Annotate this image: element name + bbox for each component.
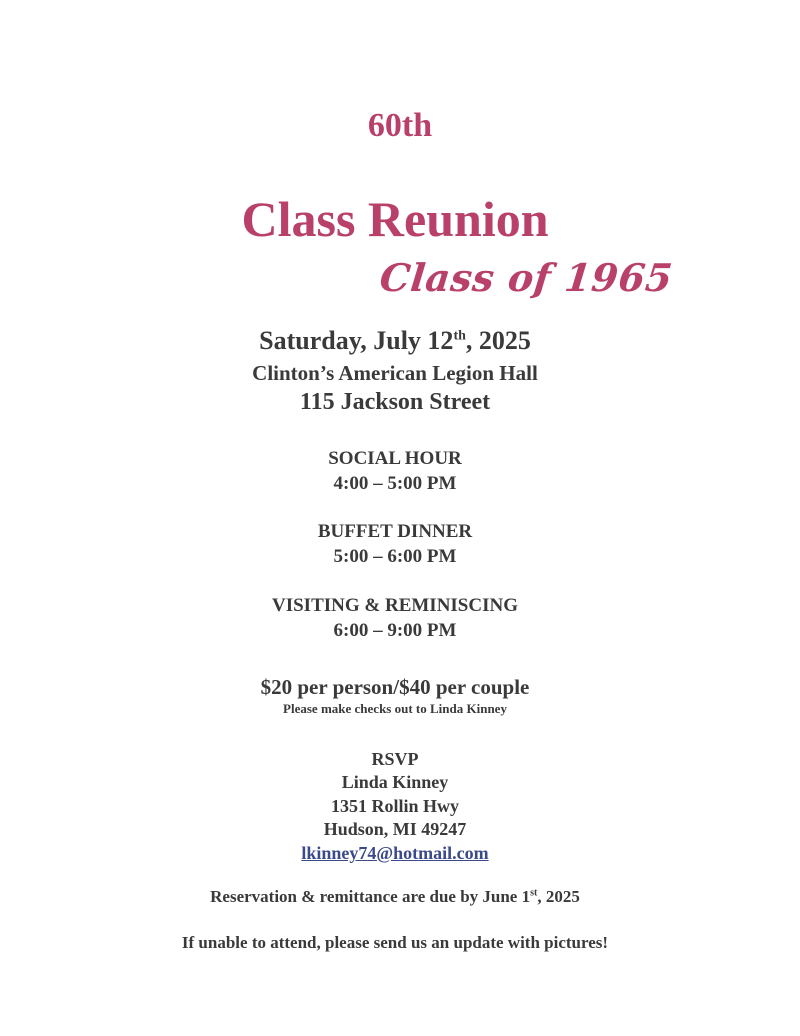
- schedule-time-social: 4:00 – 5:00 PM: [333, 473, 457, 494]
- schedule-time-dinner: 5:00 – 6:00 PM: [333, 546, 457, 567]
- anniversary-heading: 60th: [367, 107, 433, 144]
- event-street: 115 Jackson Street: [299, 389, 491, 415]
- rsvp-address-line1: 1351 Rollin Hwy: [330, 796, 459, 816]
- event-date: [0, 326, 795, 356]
- page-title: Class Reunion: [241, 191, 549, 247]
- event-venue: Clinton’s American Legion Hall: [252, 361, 538, 385]
- due-date-suffix: st: [530, 887, 538, 899]
- payment-note: Please make checks out to Linda Kinney: [283, 701, 507, 716]
- due-date-text: [0, 887, 795, 907]
- due-date-year: , 2025: [537, 887, 580, 906]
- schedule-time-visiting: 6:00 – 9:00 PM: [333, 620, 457, 641]
- event-date-main: Saturday, July 12: [259, 326, 454, 355]
- event-date-suffix: th: [453, 328, 466, 344]
- closing-message: If unable to attend, please send us an update with pictures!: [181, 933, 609, 952]
- schedule-label-visiting: VISITING & REMINISCING: [272, 595, 518, 616]
- page-subtitle: Class of 1965: [377, 255, 675, 300]
- due-date-main: Reservation & remittance are due by June 1: [210, 887, 531, 906]
- rsvp-name: Linda Kinney: [341, 772, 449, 792]
- email-link[interactable]: lkinney74@hotmail.com: [301, 843, 489, 863]
- schedule-label-dinner: BUFFET DINNER: [317, 521, 473, 542]
- schedule-label-social: SOCIAL HOUR: [328, 448, 462, 469]
- rsvp-email: [0, 843, 795, 864]
- price-text: $20 per person/$40 per couple: [260, 675, 530, 699]
- rsvp-address-line2: Hudson, MI 49247: [323, 819, 467, 839]
- rsvp-heading: RSVP: [371, 749, 419, 769]
- event-date-year: , 2025: [465, 326, 531, 355]
